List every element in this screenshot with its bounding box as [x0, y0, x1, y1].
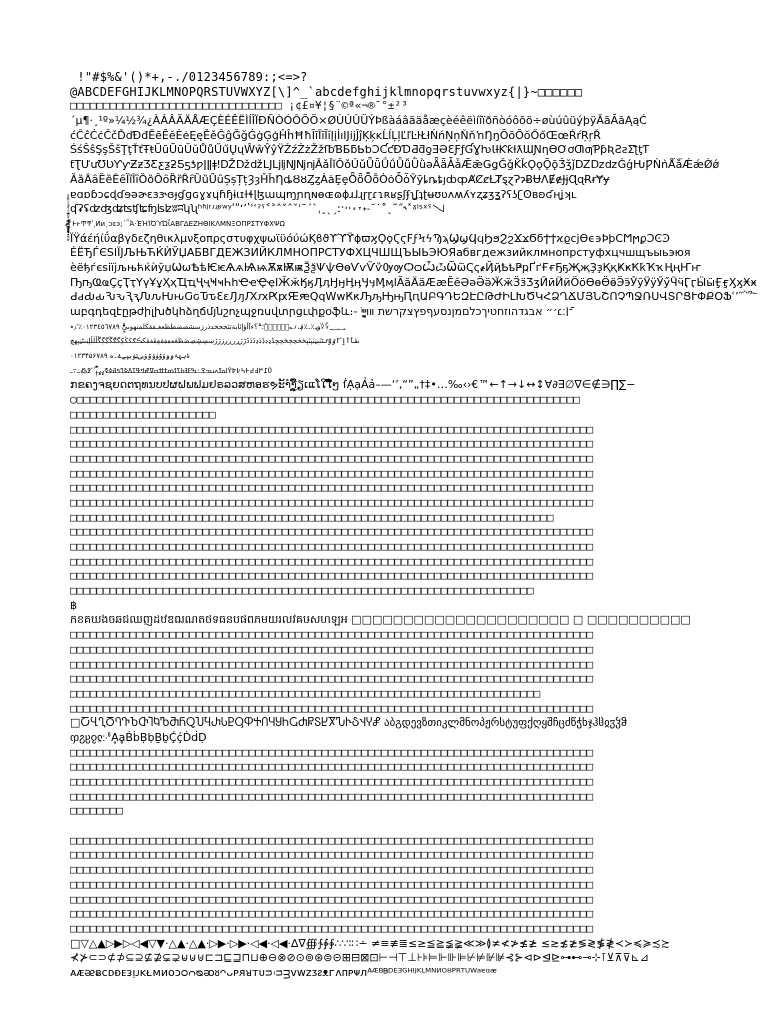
glyph-line: □□□□□□□□□□□□□□□□□□□□□□□□□□□□□□□□□□□□□□□□□□□□□□□□□□□□□□□□□□□□□□□□□□□□□□□□□□□□□□□: [70, 907, 594, 921]
glyph-line: □□□□□□□□□□□□□□□□□□□□□□□□□□□□□□□□□□□□□□□□□□□□□□□□□□□□□□□□□□□□□□□□□□□□□□□□□□□□□□□: [70, 789, 594, 803]
glyph-line: □□□□□□□□□□□□□□□□□□□□□□□□□□□□□□□□□□□□□□□□□□□□□□□□□□□□□□□□□□□□□□□□□□□□□□□□□□□□□□□: [70, 701, 594, 715]
glyph-line: □□□□□□□□□□□□□□□□□□□□□□□□□□□□□□□□□□□□□□□□□□□□□□□□□□□□□□□□□□□□□□□□□□□□□□□□□□□□□□□: [70, 672, 594, 686]
glyph-line: ƭƮƯưƱƲƳƴƵƶƷƸƹƺƻƼƽƾƿǀǁǂǃǄǅǆǇǈǉǊǋǌǍǎǏǐǑǒǓǔǕǖǗǘǙǚǛǜǝǞǟǠǡǢǣǤǥǦǧǨǩǪǫǬǭǮǯǰǱǲǳǴǵǶǷǸǹǺǻǼǽǾǿ: [70, 158, 720, 172]
glyph-line: ᴀᴁᴂᴃᴄᴅᴆᴇᴈᴉᴊᴋᴌᴍᴎᴏᴐᴑᴒᴓᴔᴕᴖᴗᴘᴙᴚᴛᴜᴝᴞᴟᴠᴡᴢᴣᴤᴥᴦᴧᴨᴩᴪᴫᴬᴭᴮᴯᴰᴱᴲᴳᴴᴵᴶᴷᴸᴹᴺᴻᴼᴽᴾᴿᵀᵁᵂᵃᵄᵅᵆ: [70, 965, 498, 979]
glyph-line: ćĈĉĊċČčĎďĐđĒēĔĕĖėĘęĚěĜĝĞğĠġĢģĤĥĦħĨĩĪīĬĭĮįİıĲĳĴĵĶķĸĹĺĻļĽľĿŀŁłŃńŅņŇňŉŊŋŌōŎŏŐőŒœŔŕŖŗŘ: [70, 128, 601, 142]
glyph-line: □□□□□□□□□□□□□□□□□□□□□□□□□□□□□□□□□□□□□□□□□□□□□□□□□□□□□□□□□□□□□□□□□□□□□□□□□□□□□□□: [70, 760, 594, 774]
glyph-line: □□□□□□□□□□□□□□□□□□□□□□□□□□□□□□□□□□□□□□□□□□□□□□□□□□□□□□□□□□□□□□□□□□□□□□□□□□□□□□□: [70, 921, 594, 935]
glyph-line: ؀؁؂؃؆؇؈؉؊؋،؍؎؏ؐؑؒؓؔؕ؛؞؟ءآأؤإئابةتثجحخدذرزسشصضطظعغـفقكلمنهوىيًٌٍَُِّْ ٠١٢٣٤٥٦٧٨٩٪٫٬٭: [70, 322, 346, 331]
glyph-line: □□□□□□□□□□□□□□□□□□□□□□□□□□□□□□□□□□□□□□□□□□□□□□□□□□□□□□□□□□□□□□□□□□□□□□□□□□□□□□□: [70, 642, 594, 656]
glyph-line: □□□□□□□□□□□□□□□□□□□□□□□□□□□□□□□□□□□□□□□□□□□□□□□□□□□□□□□□□□□□□□□□□□□□□□□□□□□□□□□: [70, 554, 594, 568]
glyph-line: □□□□□□□□□□□□□□□□□□□□□□□□□□□□□□□□□□□□□□□□□□□□□□□□□□□□□□□□□□□□□□□□□□□□□□□□□□□□□□□: [70, 540, 594, 553]
glyph-line: □□□□□□□□□□□□□□□□□□□□□□□□□□□□□□□□□□□□□□□□□□□□□□□□□□□□□□□□□□□□□□□□□□□□□□□□□□□□□□□: [70, 451, 594, 465]
glyph-line: □□□□□□□□□□□□□□□□□□□□□□□□□□□□□□□□□□□□□□□□□□□□□□□□□□□□□□□□□□□□□□□□□□□□□□□□□: [70, 510, 554, 524]
glyph-line: ۀہۂۃۄۅۆۇۈۉۊۋیۍێۏېۑےۓ۔ە ۰۱۲۳۴۵۶۷۸۹: [70, 352, 190, 361]
glyph-line: ȀȁȂȃȄȅȆȇȈȉȊȋȌȍȎȏȐȑȒȓȔȕȖȗȘșȚțȜȝȞȟȠȡȢȣȤȥȦȧȨȩȪȫȬȭȮȯȰȱȲȳȴȵȶȷȸȹȺȻȼȽȾȿɀɁɂɃɄɅɆɇɈɉɊɋɌɍɎɏ: [70, 172, 610, 186]
glyph-line: □□□□□□□□□□□□□□□□□□□□□□□□□□□□□□□□□□□□□□□□□□□□□□□□□□□□□□□□□□□□□□□□□□□□□□□□□□□□□□□: [70, 437, 594, 451]
glyph-line: □□□□□□□□□□□□□□□□□□□□□□□□□□□□□□□□ ¡¢£¤¥¦§¨©ª«¬®¯°±²³: [70, 99, 408, 113]
glyph-line: □□□□□□□□□□□□□□□□□□□□□□□□□□□□□□□□□□□□□□□□□□□□□□□□□□□□□□□□□□□□□□□□□□□□□□□□□□□□□□□: [70, 745, 594, 759]
glyph-line: ກຂຄງຈຊຍດຕຖທນບປຜຝພຟມຢຣລວສຫອຮຯະັາຳິີຶືຸູົຼຽເແໂໃໄໆ່້໊໋໌ໍ ẛẠạẢả–—‘’‚“”„†‡•…‰‹›€™←↑→↓↔↕∀∂∃∅∇∈∉∋∏∑−: [70, 378, 636, 392]
glyph-line: ԀԁԂԃԄԅԆԇԈԉԊԋԌԍԎԏԐԑԒԓԔԕԖԗԘԙԚԛԜԝԞԟԠԡԢԣԤԥԱԲԳԴԵԶԷԸԹԺԻԼԽԾԿՀՁՂՃՄՅՆՇՈՉՊՋՌՍՎՏՐՑՒՓՔՕՖՙ՚՛՜՝՞՟: [70, 290, 758, 304]
blank-line: [70, 819, 698, 834]
glyph-line: ٮٯٰٱٲٳٴٵٶٷٸٹٺٻټٽپٿڀځڂڃڄڅچڇڈډڊڋڌڍڎڏڐڑڒړڔڕږڗژڙښڛڜڝڞڟڠڡڢڣڤڥڦڧڨکڪګڬڭڮگڰڱڲڳڴڵڶڷڸڹںڻڼڽھڿ: [70, 337, 360, 346]
glyph-line: □□□□□□□□□□□□□□□□□□□□□□□□□□□□□□□□□□□□□□□□□□□□□□□□□□□□□□□□□□□□□□□□□□□□□□□□□□□□□□□: [70, 525, 594, 539]
glyph-line: □▽△▲▷▶▷◁◀▽▼·△▲·△▲·▷▶·▷▶·◁◀·◁◀·∆∇∰∱∲∳∴∵∶∷∸ ≠≡≢≣≤≥≦≧≨≩≪≫≬≭≮≯≰≱ ≲≳≴≵≶≷≸≹≺≻≼≽≾≿: [70, 936, 671, 950]
glyph-line: ҦҧҨҩҪҫҬҭҮүҰұҲҳҴҵҶҷҸҹҺһҼҽҾҿӀӁӂӃӄӅӆӇӈӉӊӋӌӍӎӏӐӑӒӓӔӕӖӗӘәӚӛӜӝӞӟӠӡӢӣӤӥӦӧӨөӪӫӬӭӮӯӰӱӲӳӴӵӶӷӸӹӺӻӼӽӾӿ: [70, 275, 757, 289]
glyph-line: ´µ¶·¸¹º»¼½¾¿ÀÁÂÃÄÅÆÇÈÉÊËÌÍÎÏÐÑÒÓÔÕÖ×ØÙÚÛÜÝÞßàáâãäåæçèéêëìíîïðñòóôõö÷øùúûüýþÿĀāĂăĄąĆ: [70, 114, 647, 128]
glyph-line: □□□□□□□□□□□□□□□□□□□□□□□□□□□□□□□□□□□□□□□□□□□□□□□□□□□□□□□□□□□□□□□□□□□□□□□□□□□□□□□: [70, 892, 594, 906]
glyph-line: □□□□□□□□□□□□□□□□□□□□□□□□□□□□□□□□□□□□□□□□□□□□□□□□□□□□□□□□□□□□□□□□□□□□□□□□□□□□□□□: [70, 833, 594, 847]
glyph-line: ჶჷჸჹჺ჻ჼḀḁḂḃḄḅḆḇḈḉḊḋḌ: [70, 730, 207, 744]
glyph-sheet: [70, 70, 758, 979]
glyph-line: □□□□□□□□□□□□□□□□□□□□□□□□□□□□□□□□□□□□□□□□□□□□□□□□□□□□□□□□□□□□□□□□□□□□□□□□□□□□□□□: [70, 481, 594, 495]
glyph-line: □ႠႡႢႣႤႥႦႧႨႩႪႫႬႭႮႯႰႱႲႳႴႵႶႷႸႹႺႻႼႽႾႿჀჁჂჃჄჅ აბგდევზთიკლმნოპჟრსტუფქღყშჩცძწჭხჯჰჱჲჳჴჵ: [70, 716, 628, 730]
glyph-line: □□□□□□□□□□□□□□□□□□□□□□□□□□□□□□□□□□□□□□□□□□□□□□□□□□□□□□□□□□□□□□□□□□□□□□□: [70, 686, 541, 700]
glyph-line: □□□□□□□□□□□□□□□□□□□□□□: [70, 407, 216, 421]
glyph-line: @ABCDEFGHIJKLMNOPQRSTUVWXYZ[\]^_`abcdefghijklmnopqrstuvwxyz{|}~□□□□□□: [70, 84, 583, 99]
glyph-line: □□□□□□□□□□□□□□□□□□□□□□□□□□□□□□□□□□□□□□□□□□□□□□□□□□□□□□□□□□□□□□□□□□□□□□□□□□□□□□□: [70, 569, 594, 583]
glyph-line: □□□□□□□□□□□□□□□□□□□□□□□□□□□□□□□□□□□□□□□□□□□□□□□□□□□□□□□□□□□□□□□□□□□□□□: [70, 584, 534, 598]
glyph-line: ʠʡʢʣʤʥʦʧʨʩʪʫʬʭʮʯʰʱʲʳʴʵʶʷʸʹʺʻʼʽʾʿˀˁ˂˃˄˅ˆˇˈˉˊˋˌˍˎˏːˑ˒˓˔˕˖˗˘˙˚˛˜˝˞˟ˠˡˢˣˤ˥˦˧˨˩: [70, 202, 446, 216]
glyph-line: ฿: [70, 598, 77, 612]
glyph-line: ɐɑɒɓɔɕɖɗɘəɚɛɜɝɞɟɠɡɢɣɤɥɦɧɨɩɪɫɬɭɮɯɰɱɲɳɴɵɶɷɸɹɺɻɼɽɾɿʀʁʂʃʄʅʆʇʈʉʊʋʌʍʎʏʐʑʒʓʔʕʖʗʘʙʚʛʜʝʞʟ: [70, 187, 577, 201]
glyph-line: □□□□□□□□□□□□□□□□□□□□□□□□□□□□□□□□□□□□□□□□□□□□□□□□□□□□□□□□□□□□□□□□□□□□□□□□□□□□□□□: [70, 848, 594, 862]
glyph-line: աբգդեզէըթժիլխծկհձղճմյնշոչպջռսվտրցւփքօֆև։֊ ְֱֲֳִֵֶַָֹֻּֽ־ֿ׀ׁׂ׃׆׳״ אבגדהוזחטיךכלםמןנסעףפץצקרשת װױײ: [70, 305, 573, 318]
glyph-line: ѐёђѓєѕіїјљњћќѝўџѠѡѢѣѤѥѦѧѨѩѪѫѬѭѮѯѰѱѲѳѴѵѶѷѸѹѺѻѼѽѾѿҀҁ҂ҊҋҌҍҎҏҐґҒғҔҕҖҗҘҙҚқҜҝҞҟҠҡҢңҤҥ: [70, 260, 701, 274]
glyph-line: □□□□□□□□□□□□□□□□□□□□□□□□□□□□□□□□□□□□□□□□□□□□□□□□□□□□□□□□□□□□□□□□□□□□□□□□□□□□□□□: [70, 877, 594, 891]
glyph-line: ΪΫάέήίΰαβγδεζηθικλμνξοπρςστυφχψωϊϋόύώϏϐϑϒϓϔϕϖϗϘϙϚϛϜϝϞϟϠϡϢϣϤϥϦϧϨϩϪϫϬϭϮϯϰϱϲϳϴϵ϶ϷϸϹϺϻϼϽϾϿ: [70, 231, 670, 245]
glyph-line: □□□□□□□□□□□□□□□□□□□□□□□□□□□□□□□□□□□□□□□□□□□□□□□□□□□□□□□□□□□□□□□□□□□□□□□□□□□□□□□: [70, 628, 594, 642]
glyph-line: □□□□□□□□□□□□□□□□□□□□□□□□□□□□□□□□□□□□□□□□□□□□□□□□□□□□□□□□□□□□□□□□□□□□□□□□□□□□□□□: [70, 422, 594, 436]
glyph-line: □□□□□□□□□□□□□□□□□□□□□□□□□□□□□□□□□□□□□□□□□□□□□□□□□□□□□□□□□□□□□□□□□□□□□□□□□□□□□□□: [70, 775, 594, 788]
glyph-line: ߀߁߂߃߄߅߆߇߈߉ߊߋߌߍߎߏߐߑߒߓߔߕߖߗߘߙߚߛߜߝߞߟߠߡߢߣߤߥߦߧߨߩߪ߲߫߬߭߮߯߰߱߳ߴߵ߶߷߸߹ߺ: [70, 366, 273, 375]
glyph-line: □□□□□□□□□□□□□□□□□□□□□□□□□□□□□□□□□□□□□□□□□□□□□□□□□□□□□□□□□□□□□□□□□□□□□□□□□□□□□□□: [70, 466, 594, 480]
glyph-line: ◯□□□□□□□□□□□□□□□□□□□□□□□□□□□□□□□□□□□□□□□□□□□□□□□□□□□□□□□□□□□□□□□□□□□□□□□□□□□□: [70, 393, 580, 407]
glyph-line: □□□□□□□□: [70, 804, 123, 818]
glyph-line: !"#$%&'()*+,-./0123456789:;<=>?: [70, 70, 308, 84]
glyph-line: ЀЁЂЃЄЅІЇЈЉЊЋЌЍЎЏАБВГДЕЖЗИЙКЛМНОПРСТУФХЦЧШЩЪЫЬЭЮЯабвгдежзийклмнопрстуфхцчшщъыьэюя: [70, 246, 691, 260]
glyph-line: □□□□□□□□□□□□□□□□□□□□□□□□□□□□□□□□□□□□□□□□□□□□□□□□□□□□□□□□□□□□□□□□□□□□□□□□□□□□□□□: [70, 657, 594, 671]
glyph-line: ̴̵̶̷̸̡̢̧̨̛̖̗̘̙̜̝̞̟̠̣̤̥̦̩̪̫̬̭̮̯̰̱̲̳̹̺̻̼̀́̂̃̄̅̆̇̈̉̊̋̌̍̎̏̐̑̒̓̔̽̾̿̕̚ ͰͱͲͳʹ͵Ͷͷͺͻͼͽ;΄΅Ά·ΈΉΊΌΎΏΐΑΒΓΔΕΖΗΘΙΚΛΜΝΞΟΠΡΣΤΥΦΧΨΩ: [70, 219, 285, 228]
glyph-line: ŚśŜŝŞşŠšŢţŤťŦŧŨũŪūŬŭŮůŰűŲųŴŵŶŷŸŹźŻżŽžſƀƁƂƃƄƅƆƇƈƉƊƋƌƍƎƏƐƑƒƓƔƕƖƗƘƙƚƛƜƝƞƟƠơƢƣƤƥƦƧƨƩƪƫƬ: [70, 143, 650, 157]
glyph-line: □□□□□□□□□□□□□□□□□□□□□□□□□□□□□□□□□□□□□□□□□□□□□□□□□□□□□□□□□□□□□□□□□□□□□□□□□□□□□□□: [70, 863, 594, 877]
glyph-line: កខគឃងចឆជឈញដឋឌឍណតថទធនបផពភមយរលវឝឞសហឡអ □□□□□□□□□□□□□□□□□□□□□ □ □□□□□□□□□□: [70, 613, 691, 627]
glyph-line: □□□□□□□□□□□□□□□□□□□□□□□□□□□□□□□□□□□□□□□□□□□□□□□□□□□□□□□□□□□□□□□□□□□□□□□□□□□□□□□: [70, 495, 594, 509]
glyph-line: ⊀⊁⊂⊃⊄⊅⊆⊇⊈⊉⊊⊋⊌⊍⊎⊏⊐⊑⊒⊓⊔⊕⊖⊗⊘⊙⊚⊛⊜⊝⊞⊟⊠⊡⊢⊣⊤⊥⊦⊧⊨⊩⊪⊫⊬⊭⊮⊯⊰⊱⊲⊳⊴⊵⊶⊷⊸⊹⊺⊻⊼⊽⊾⊿: [70, 951, 650, 965]
